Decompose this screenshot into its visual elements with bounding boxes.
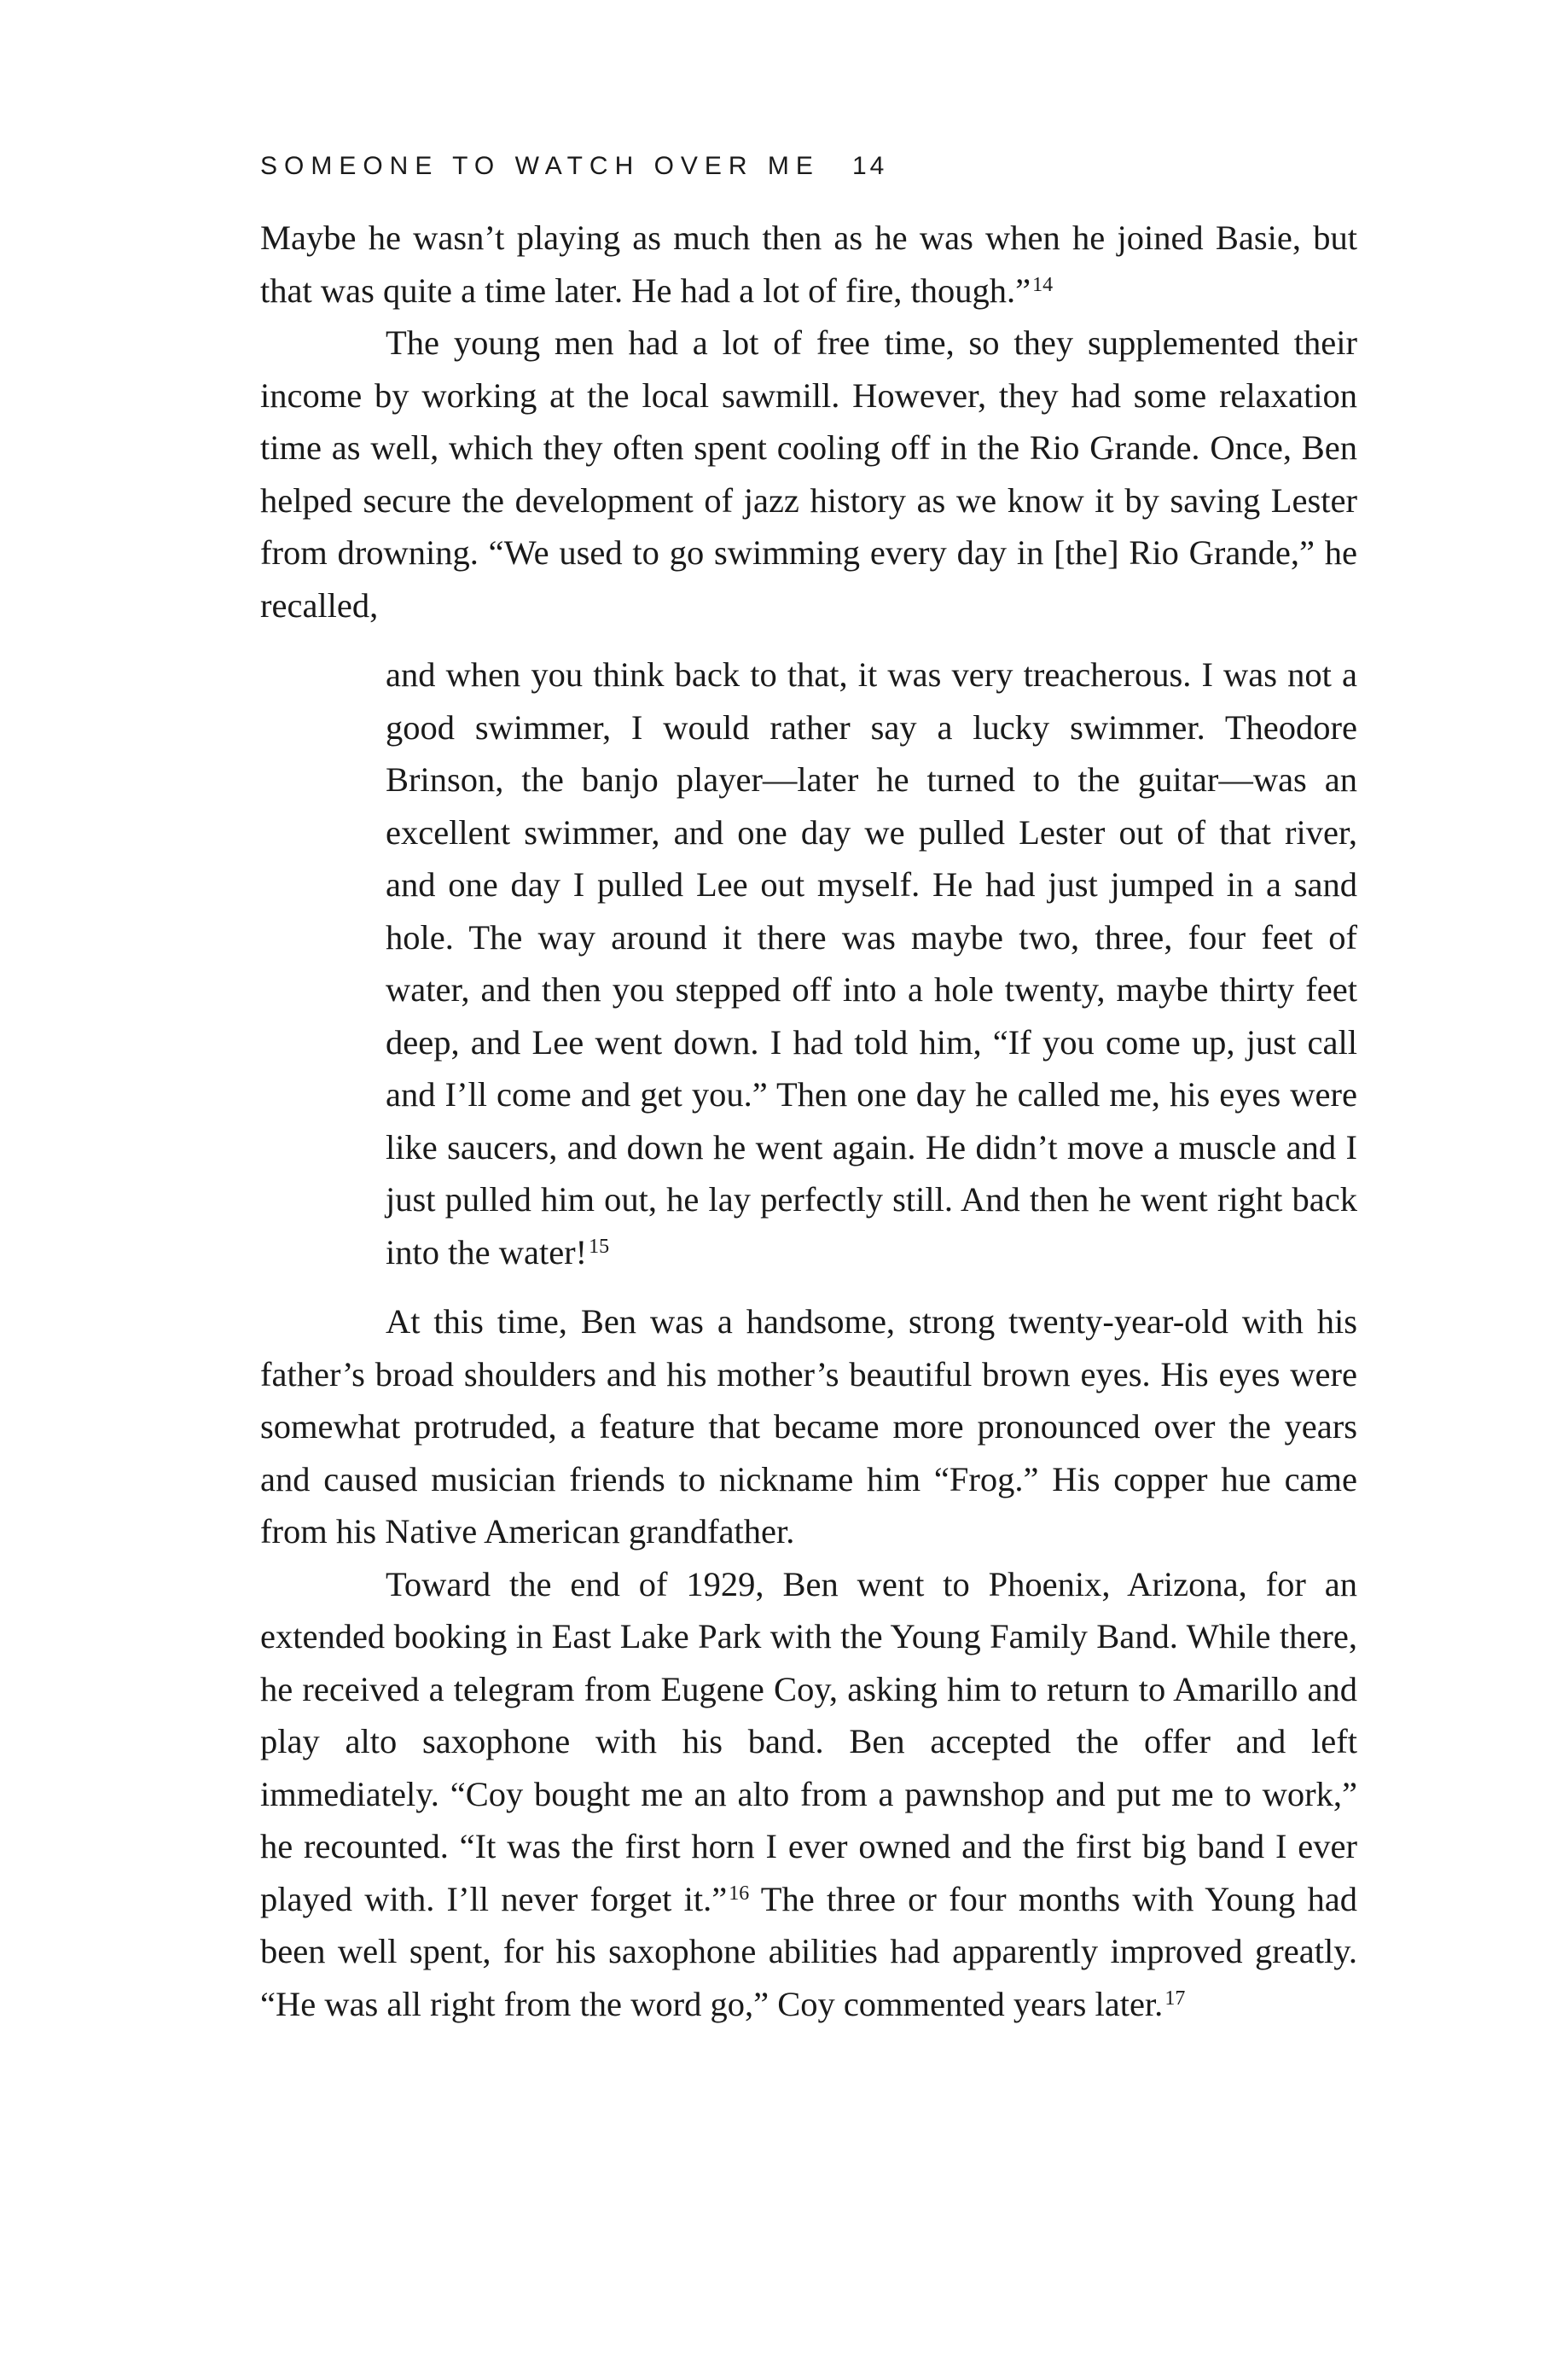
block-quote [386, 649, 1357, 1278]
paragraph [260, 1558, 1357, 2031]
paragraph-text: Maybe he wasn’t playing as much then as he was when he joined Basie, but that was quite a time later. He had a lot of fire, though.” [260, 218, 1357, 310]
paragraph-text: Toward the end of 1929, Ben went to Phoenix, Arizona, for an extended booking in East Lake Park with the Young Family Band. While there, he received a telegram from Eugene Coy, asking him to return to Amarillo and play alto saxophone with his band. Ben accepted the offer and left immediately. “Coy bought me an alto from a pawnshop and put me to work,” he recounted. “It was the first horn I ever owned and the first big band I ever played with. I’ll never forget it.” [260, 1564, 1357, 1918]
quote-text: and when you think back to that, it was very treacherous. I was not a good swimmer, I would rather say a lucky swimmer. Theodore Brinson, the banjo player—later he turned to the guitar—was an excellent swimmer, and one day we pulled Lester out of that river, and one day I pulled Lee out myself. He had just jumped in a sand hole. The way around it there was maybe two, three, four feet of water, and then you stepped off into a hole twenty, maybe thirty feet deep, and Lee went down. I had told him, “If you come up, just call and I’ll come and get you.” Then one day he called me, his eyes were like saucers, and down he went again. He didn’t move a muscle and I just pulled him out, he lay perfectly still. And then he went right back into the water! [386, 655, 1357, 1271]
paragraph-continued [260, 212, 1357, 317]
paragraph-text: At this time, Ben was a handsome, strong twenty-year-old with his father’s broad shoulders and his mother’s beautiful brown eyes. His eyes were somewhat protruded, a feature that became more pronounced over the years and caused musician friends to nickname him “Frog.” His copper hue came from his Native American grandfather. [260, 1302, 1357, 1551]
footnote-marker: 16 [729, 1882, 750, 1905]
paragraph [260, 1295, 1357, 1558]
paragraph [260, 317, 1357, 631]
running-head [260, 145, 1357, 188]
running-title: SOMEONE TO WATCH OVER ME [260, 152, 820, 180]
paragraph-text: The three or four months with Young had been well spent, for his saxophone abilities had apparently improved greatly. “He was all right from the word go,” Coy commented years later. [260, 1879, 1357, 2023]
footnote-marker: 17 [1164, 1987, 1186, 2010]
paragraph-text: The young men had a lot of free time, so they supplemented their income by working at the local sawmill. However, they had some relaxation time as well, which they often spent cooling off in the Rio Grande. Once, Ben helped secure the development of jazz history as we know it by saving Lester from drowning. “We used to go swimming every day in [the] Rio Grande,” he recalled, [260, 323, 1357, 625]
footnote-marker: 14 [1032, 273, 1054, 296]
page-number: 14 [851, 152, 888, 180]
footnote-marker: 15 [589, 1235, 610, 1258]
book-page [260, 145, 1357, 2030]
